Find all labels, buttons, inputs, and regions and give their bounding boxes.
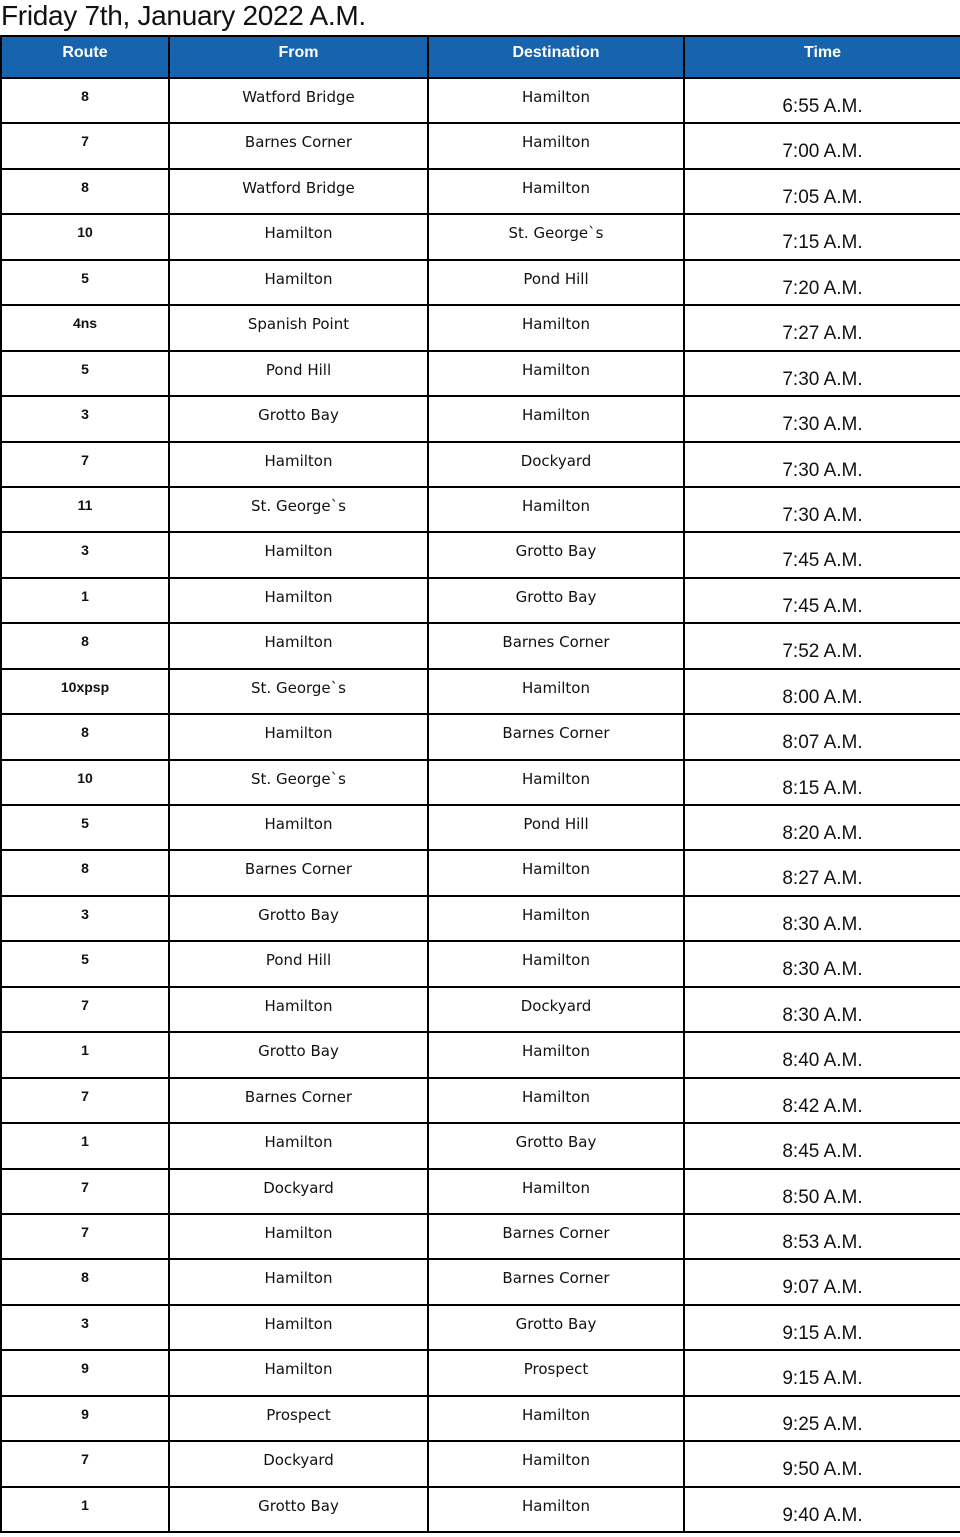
destination-cell: Hamilton bbox=[428, 123, 684, 168]
table-row bbox=[1, 714, 960, 759]
time-cell: 9:15 A.M. bbox=[684, 1350, 960, 1395]
from-cell: Hamilton bbox=[169, 714, 428, 759]
time-cell: 8:15 A.M. bbox=[684, 760, 960, 805]
destination-cell: Hamilton bbox=[428, 669, 684, 714]
table-row bbox=[1, 169, 960, 214]
time-cell: 7:45 A.M. bbox=[684, 532, 960, 577]
destination-cell: Dockyard bbox=[428, 442, 684, 487]
from-cell: Pond Hill bbox=[169, 941, 428, 986]
route-cell: 8 bbox=[1, 850, 169, 895]
destination-cell: Grotto Bay bbox=[428, 532, 684, 577]
time-cell: 9:15 A.M. bbox=[684, 1305, 960, 1350]
route-cell: 9 bbox=[1, 1396, 169, 1441]
table-row bbox=[1, 396, 960, 441]
destination-cell: Prospect bbox=[428, 1350, 684, 1395]
table-row bbox=[1, 1305, 960, 1350]
table-row bbox=[1, 623, 960, 668]
route-cell: 7 bbox=[1, 1214, 169, 1259]
column-header-destination: Destination bbox=[428, 36, 684, 78]
route-cell: 4ns bbox=[1, 305, 169, 350]
destination-cell: Barnes Corner bbox=[428, 1259, 684, 1304]
route-cell: 7 bbox=[1, 442, 169, 487]
time-cell: 7:20 A.M. bbox=[684, 260, 960, 305]
destination-cell: Hamilton bbox=[428, 78, 684, 123]
time-cell: 8:07 A.M. bbox=[684, 714, 960, 759]
time-cell: 8:40 A.M. bbox=[684, 1032, 960, 1077]
route-cell: 5 bbox=[1, 941, 169, 986]
table-row bbox=[1, 532, 960, 577]
destination-cell: Hamilton bbox=[428, 1396, 684, 1441]
table-row bbox=[1, 987, 960, 1032]
destination-cell: Pond Hill bbox=[428, 805, 684, 850]
from-cell: Hamilton bbox=[169, 214, 428, 259]
table-row bbox=[1, 850, 960, 895]
time-cell: 7:45 A.M. bbox=[684, 578, 960, 623]
table-row bbox=[1, 941, 960, 986]
from-cell: Watford Bridge bbox=[169, 78, 428, 123]
table-row bbox=[1, 578, 960, 623]
from-cell: Spanish Point bbox=[169, 305, 428, 350]
from-cell: Hamilton bbox=[169, 1123, 428, 1168]
route-cell: 7 bbox=[1, 1169, 169, 1214]
destination-cell: St. George`s bbox=[428, 214, 684, 259]
time-cell: 9:40 A.M. bbox=[684, 1487, 960, 1532]
from-cell: Grotto Bay bbox=[169, 1487, 428, 1532]
from-cell: St. George`s bbox=[169, 487, 428, 532]
column-header-from: From bbox=[169, 36, 428, 78]
from-cell: Hamilton bbox=[169, 1305, 428, 1350]
from-cell: Barnes Corner bbox=[169, 850, 428, 895]
destination-cell: Hamilton bbox=[428, 1441, 684, 1486]
time-cell: 8:45 A.M. bbox=[684, 1123, 960, 1168]
destination-cell: Hamilton bbox=[428, 1078, 684, 1123]
time-cell: 8:20 A.M. bbox=[684, 805, 960, 850]
time-cell: 7:30 A.M. bbox=[684, 396, 960, 441]
time-cell: 9:07 A.M. bbox=[684, 1259, 960, 1304]
destination-cell: Hamilton bbox=[428, 305, 684, 350]
destination-cell: Grotto Bay bbox=[428, 1123, 684, 1168]
route-cell: 7 bbox=[1, 1441, 169, 1486]
table-row bbox=[1, 1032, 960, 1077]
destination-cell: Hamilton bbox=[428, 396, 684, 441]
route-cell: 8 bbox=[1, 78, 169, 123]
route-cell: 5 bbox=[1, 805, 169, 850]
table-row bbox=[1, 351, 960, 396]
destination-cell: Hamilton bbox=[428, 1487, 684, 1532]
route-cell: 8 bbox=[1, 1259, 169, 1304]
route-cell: 3 bbox=[1, 396, 169, 441]
time-cell: 9:25 A.M. bbox=[684, 1396, 960, 1441]
destination-cell: Dockyard bbox=[428, 987, 684, 1032]
table-row bbox=[1, 214, 960, 259]
from-cell: Hamilton bbox=[169, 805, 428, 850]
route-cell: 10 bbox=[1, 214, 169, 259]
from-cell: Barnes Corner bbox=[169, 1078, 428, 1123]
from-cell: Prospect bbox=[169, 1396, 428, 1441]
table-row bbox=[1, 1396, 960, 1441]
table-row bbox=[1, 760, 960, 805]
table-row bbox=[1, 1350, 960, 1395]
column-header-route: Route bbox=[1, 36, 169, 78]
route-cell: 3 bbox=[1, 532, 169, 577]
table-row bbox=[1, 1214, 960, 1259]
time-cell: 7:00 A.M. bbox=[684, 123, 960, 168]
destination-cell: Grotto Bay bbox=[428, 578, 684, 623]
from-cell: Hamilton bbox=[169, 578, 428, 623]
from-cell: St. George`s bbox=[169, 669, 428, 714]
table-row bbox=[1, 896, 960, 941]
route-cell: 8 bbox=[1, 169, 169, 214]
time-cell: 8:42 A.M. bbox=[684, 1078, 960, 1123]
from-cell: Hamilton bbox=[169, 987, 428, 1032]
route-cell: 8 bbox=[1, 623, 169, 668]
time-cell: 8:53 A.M. bbox=[684, 1214, 960, 1259]
route-cell: 1 bbox=[1, 1123, 169, 1168]
time-cell: 8:30 A.M. bbox=[684, 941, 960, 986]
destination-cell: Barnes Corner bbox=[428, 1214, 684, 1259]
route-cell: 8 bbox=[1, 714, 169, 759]
time-cell: 7:15 A.M. bbox=[684, 214, 960, 259]
destination-cell: Pond Hill bbox=[428, 260, 684, 305]
from-cell: Hamilton bbox=[169, 1259, 428, 1304]
time-cell: 8:00 A.M. bbox=[684, 669, 960, 714]
destination-cell: Hamilton bbox=[428, 351, 684, 396]
destination-cell: Hamilton bbox=[428, 1169, 684, 1214]
table-row bbox=[1, 260, 960, 305]
route-cell: 3 bbox=[1, 1305, 169, 1350]
from-cell: Hamilton bbox=[169, 532, 428, 577]
table-row bbox=[1, 1259, 960, 1304]
table-row bbox=[1, 1169, 960, 1214]
time-cell: 7:30 A.M. bbox=[684, 351, 960, 396]
from-cell: Barnes Corner bbox=[169, 123, 428, 168]
table-row bbox=[1, 487, 960, 532]
destination-cell: Hamilton bbox=[428, 896, 684, 941]
route-cell: 9 bbox=[1, 1350, 169, 1395]
route-cell: 7 bbox=[1, 1078, 169, 1123]
table-row bbox=[1, 123, 960, 168]
destination-cell: Grotto Bay bbox=[428, 1305, 684, 1350]
table-row bbox=[1, 805, 960, 850]
column-header-time: Time bbox=[684, 36, 960, 78]
route-cell: 5 bbox=[1, 260, 169, 305]
from-cell: Grotto Bay bbox=[169, 396, 428, 441]
table-row bbox=[1, 669, 960, 714]
route-cell: 10xpsp bbox=[1, 669, 169, 714]
route-cell: 5 bbox=[1, 351, 169, 396]
destination-cell: Hamilton bbox=[428, 941, 684, 986]
from-cell: Grotto Bay bbox=[169, 896, 428, 941]
time-cell: 7:30 A.M. bbox=[684, 487, 960, 532]
time-cell: 8:30 A.M. bbox=[684, 896, 960, 941]
destination-cell: Hamilton bbox=[428, 850, 684, 895]
time-cell: 7:27 A.M. bbox=[684, 305, 960, 350]
destination-cell: Barnes Corner bbox=[428, 714, 684, 759]
destination-cell: Hamilton bbox=[428, 487, 684, 532]
from-cell: Watford Bridge bbox=[169, 169, 428, 214]
destination-cell: Hamilton bbox=[428, 760, 684, 805]
time-cell: 7:52 A.M. bbox=[684, 623, 960, 668]
from-cell: Hamilton bbox=[169, 1350, 428, 1395]
table-row bbox=[1, 305, 960, 350]
from-cell: Grotto Bay bbox=[169, 1032, 428, 1077]
schedule-table bbox=[0, 35, 960, 1533]
route-cell: 1 bbox=[1, 578, 169, 623]
destination-cell: Hamilton bbox=[428, 169, 684, 214]
time-cell: 9:50 A.M. bbox=[684, 1441, 960, 1486]
time-cell: 8:27 A.M. bbox=[684, 850, 960, 895]
route-cell: 1 bbox=[1, 1487, 169, 1532]
from-cell: Dockyard bbox=[169, 1441, 428, 1486]
table-row bbox=[1, 1441, 960, 1486]
from-cell: Hamilton bbox=[169, 260, 428, 305]
time-cell: 6:55 A.M. bbox=[684, 78, 960, 123]
table-row bbox=[1, 1078, 960, 1123]
from-cell: Hamilton bbox=[169, 623, 428, 668]
table-row bbox=[1, 442, 960, 487]
from-cell: St. George`s bbox=[169, 760, 428, 805]
route-cell: 10 bbox=[1, 760, 169, 805]
table-header-row bbox=[1, 36, 960, 78]
destination-cell: Barnes Corner bbox=[428, 623, 684, 668]
time-cell: 7:30 A.M. bbox=[684, 442, 960, 487]
from-cell: Pond Hill bbox=[169, 351, 428, 396]
page-title: Friday 7th, January 2022 A.M. bbox=[1, 0, 366, 31]
from-cell: Hamilton bbox=[169, 442, 428, 487]
time-cell: 8:50 A.M. bbox=[684, 1169, 960, 1214]
from-cell: Dockyard bbox=[169, 1169, 428, 1214]
time-cell: 8:30 A.M. bbox=[684, 987, 960, 1032]
route-cell: 11 bbox=[1, 487, 169, 532]
route-cell: 7 bbox=[1, 123, 169, 168]
table-row bbox=[1, 1123, 960, 1168]
table-row bbox=[1, 1487, 960, 1532]
route-cell: 3 bbox=[1, 896, 169, 941]
table-row bbox=[1, 78, 960, 123]
route-cell: 1 bbox=[1, 1032, 169, 1077]
destination-cell: Hamilton bbox=[428, 1032, 684, 1077]
time-cell: 7:05 A.M. bbox=[684, 169, 960, 214]
from-cell: Hamilton bbox=[169, 1214, 428, 1259]
route-cell: 7 bbox=[1, 987, 169, 1032]
